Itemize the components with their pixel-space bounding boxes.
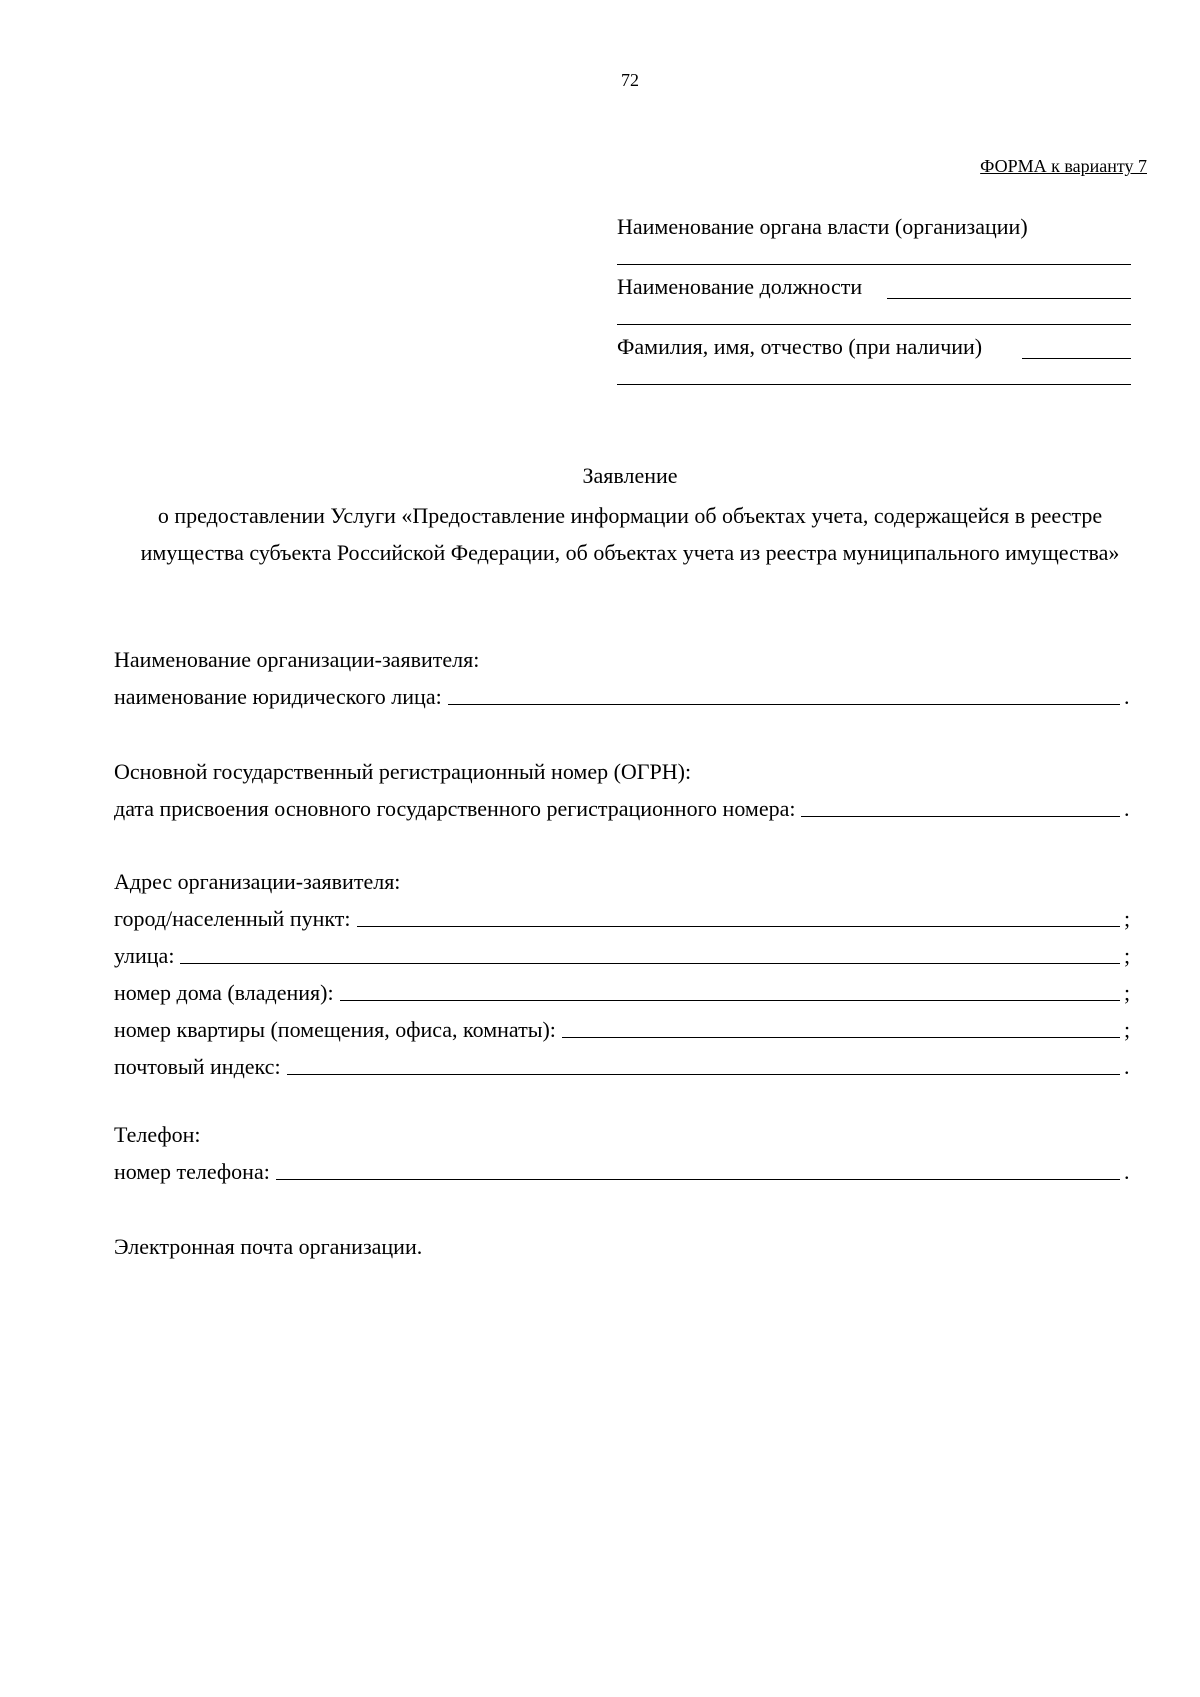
addressee-authority-field[interactable] <box>617 264 1131 265</box>
email-label: Электронная почта организации. <box>114 1234 423 1259</box>
addressee-position-row <box>617 272 1131 332</box>
ogrn-date-label: дата присвоения основного государственного регистрационного номера: <box>114 796 796 821</box>
street-field[interactable] <box>180 937 1120 964</box>
city-label: город/населенный пункт: <box>114 906 351 931</box>
street-label: улица: <box>114 943 175 968</box>
document-subtitle: о предоставлении Услуги «Предоставление информации об объектах учета, содержащейся в реестре имущества субъекта Российской Федерации, об объектах учета из реестра муниципального имущества» <box>140 503 1120 565</box>
ogrn-heading: Основной государственный регистрационный номер (ОГРН): <box>114 759 692 784</box>
addressee-position-label: Наименование должности <box>617 274 863 299</box>
apartment-field[interactable] <box>562 1011 1120 1038</box>
phone-section <box>114 1116 1134 1190</box>
address-heading: Адрес организации-заявителя: <box>114 869 401 894</box>
page-number: 72 <box>621 70 639 90</box>
legal-name-end: . <box>1124 684 1130 709</box>
document-title: Заявление <box>582 463 678 488</box>
phone-number-end: . <box>1124 1159 1130 1184</box>
addressee-authority-label: Наименование органа власти (организации) <box>617 214 1028 239</box>
phone-number-field[interactable] <box>276 1153 1120 1180</box>
city-sep: ; <box>1124 906 1131 931</box>
house-field[interactable] <box>340 974 1120 1001</box>
house-sep: ; <box>1124 980 1131 1005</box>
apartment-label: номер квартиры (помещения, офиса, комнаты): <box>114 1017 556 1042</box>
addressee-fullname-row <box>617 332 1131 392</box>
addressee-fullname-label: Фамилия, имя, отчество (при наличии) <box>617 334 983 359</box>
ogrn-section <box>114 753 1134 827</box>
org-name-section <box>114 641 1134 715</box>
addressee-block <box>617 212 1131 392</box>
address-section <box>114 863 1134 1085</box>
street-sep: ; <box>1124 943 1131 968</box>
form-variant-label: ФОРМА к варианту 7 <box>980 156 1147 176</box>
city-field[interactable] <box>357 900 1121 927</box>
postcode-field[interactable] <box>287 1048 1120 1075</box>
phone-heading: Телефон: <box>114 1122 201 1147</box>
addressee-fullname-inline-field[interactable] <box>1022 358 1131 359</box>
addressee-position-field[interactable] <box>617 324 1131 325</box>
apartment-sep: ; <box>1124 1017 1131 1042</box>
legal-name-label: наименование юридического лица: <box>114 684 442 709</box>
phone-number-label: номер телефона: <box>114 1159 270 1184</box>
org-name-heading: Наименование организации-заявителя: <box>114 647 480 672</box>
addressee-position-inline-field[interactable] <box>887 298 1131 299</box>
house-label: номер дома (владения): <box>114 980 334 1005</box>
postcode-label: почтовый индекс: <box>114 1054 281 1079</box>
legal-name-field[interactable] <box>448 678 1120 705</box>
addressee-authority-row <box>617 212 1131 272</box>
email-section <box>114 1228 1134 1265</box>
postcode-end: . <box>1124 1054 1130 1079</box>
addressee-fullname-field[interactable] <box>617 384 1131 385</box>
ogrn-date-field[interactable] <box>801 790 1120 817</box>
ogrn-date-end: . <box>1124 796 1130 821</box>
